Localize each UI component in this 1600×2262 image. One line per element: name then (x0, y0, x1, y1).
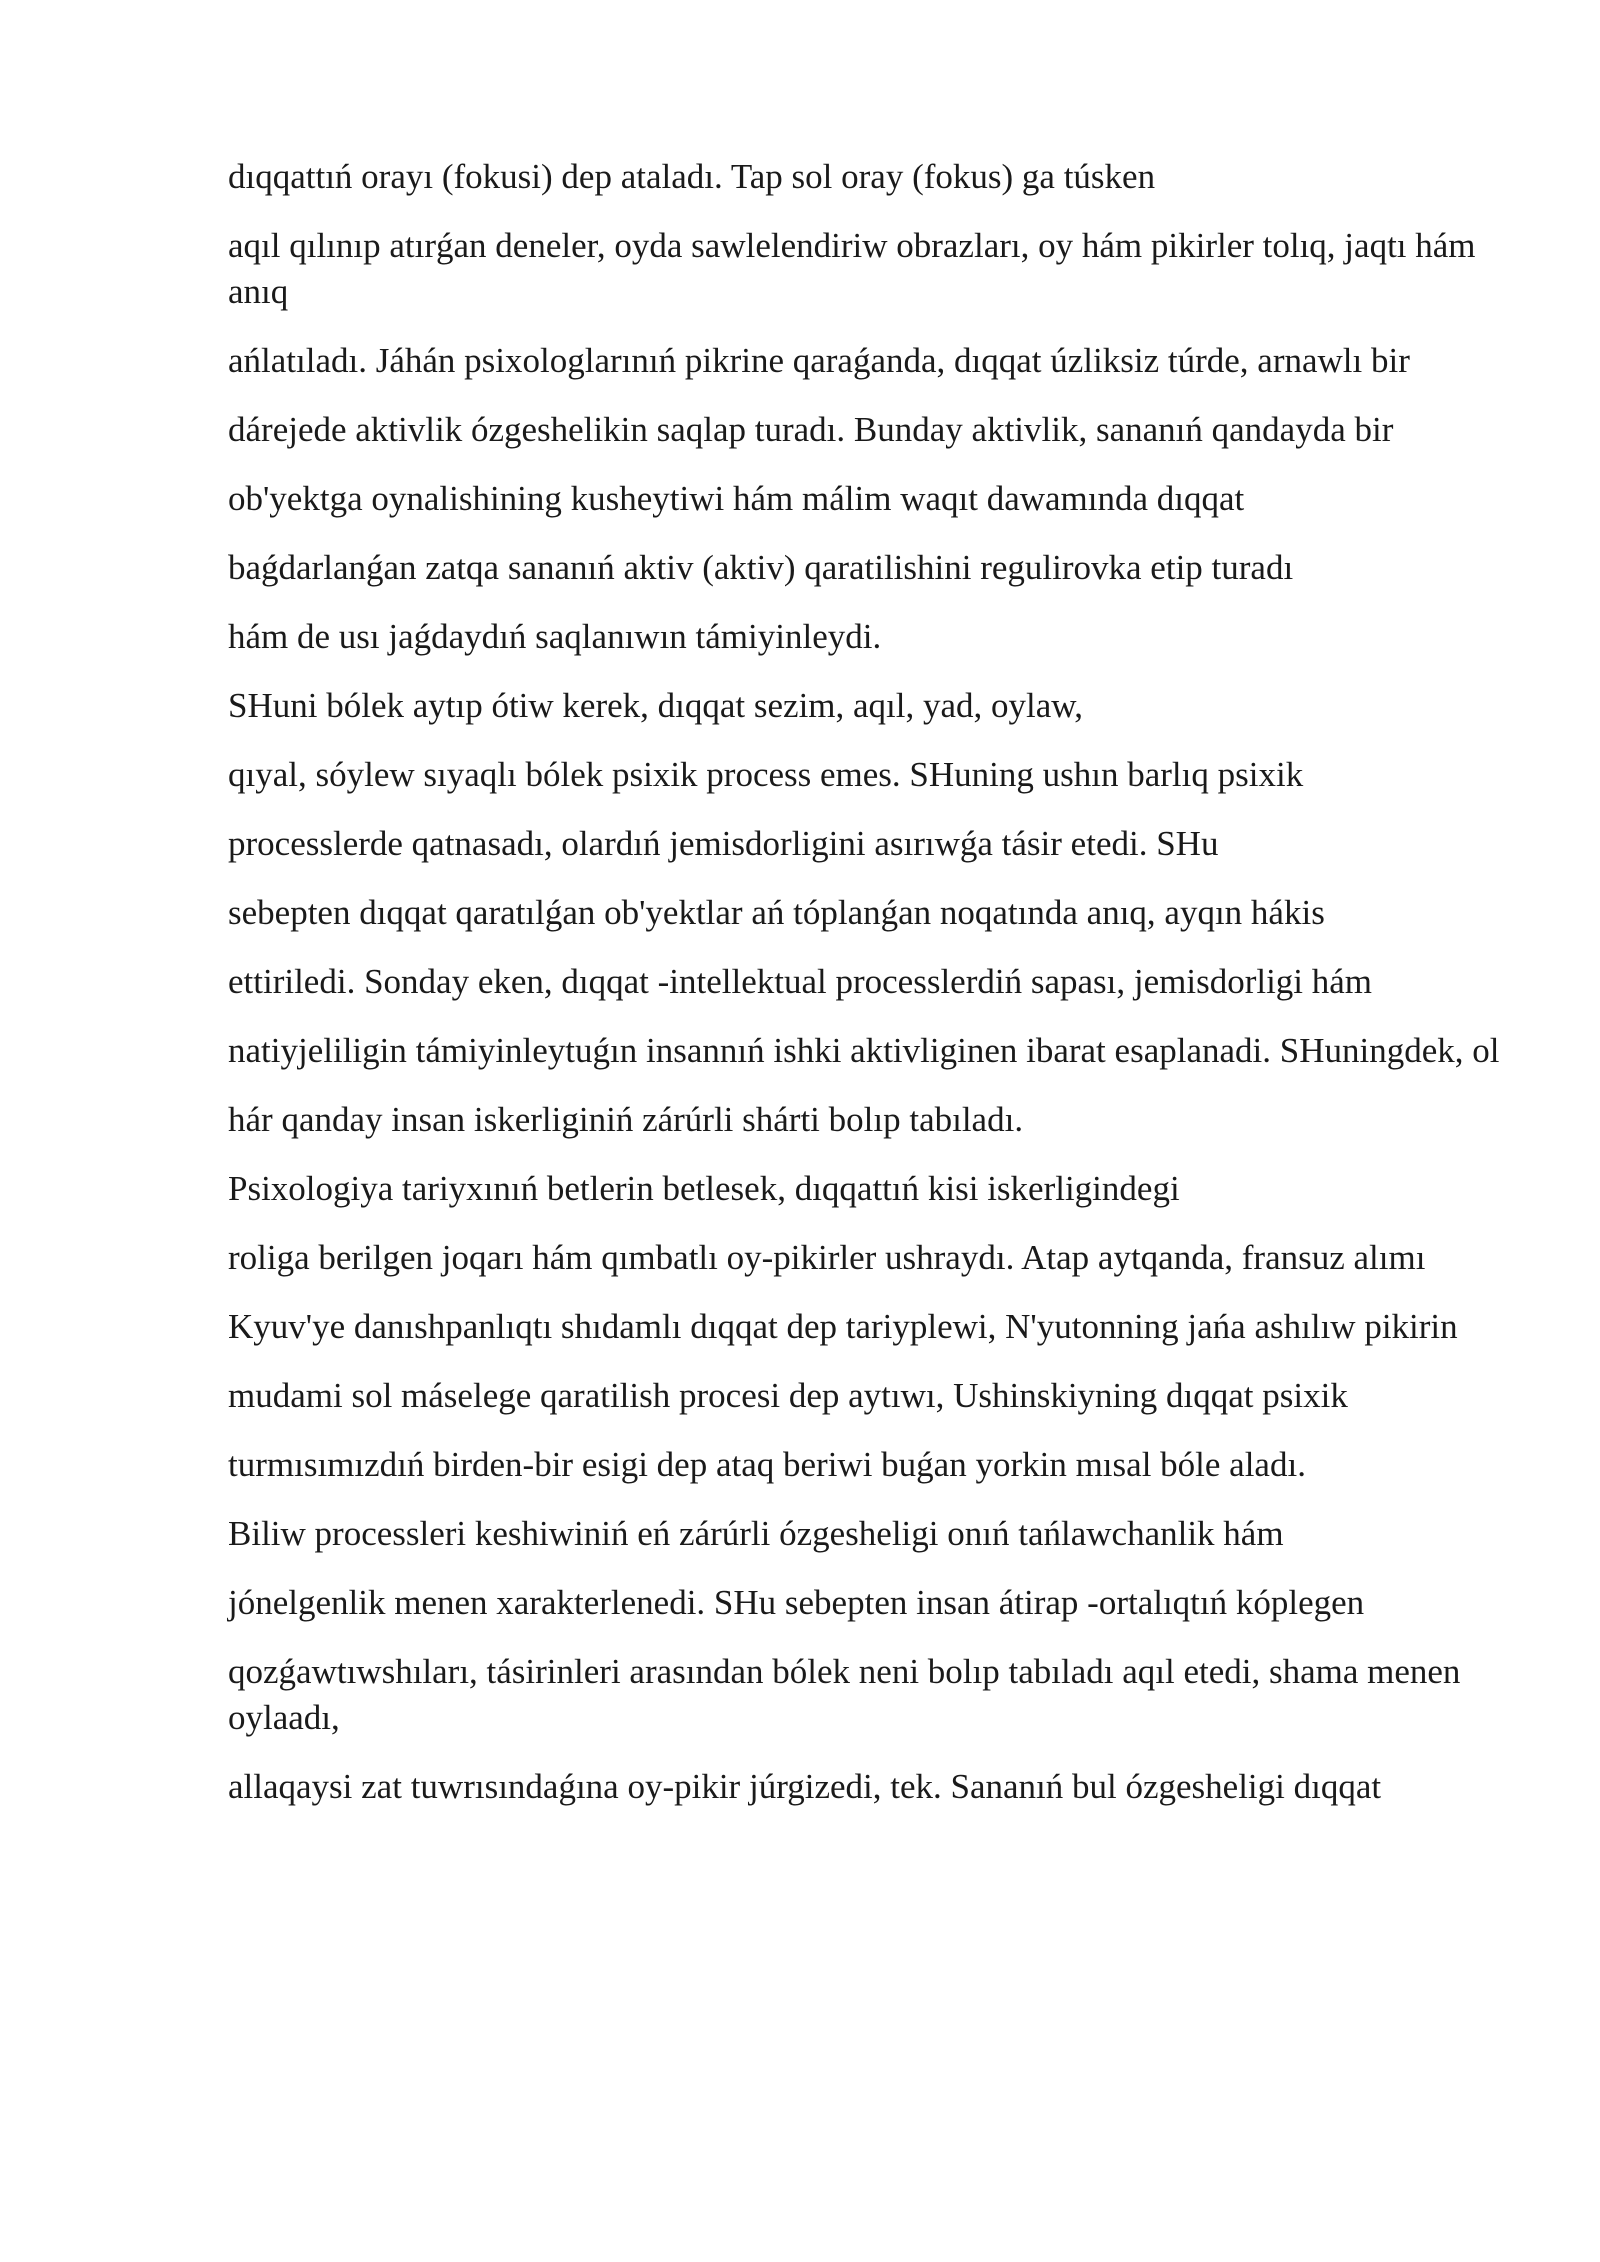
paragraph-6: baǵdarlanǵan zatqa sananıń aktiv (aktiv) qaratilishini regulirovka etip turadı (228, 548, 1294, 587)
paragraph-4: dárejede aktivlik ózgeshelikin saqlap turadı. Bunday aktivlik, sananıń qandayda bir (228, 410, 1394, 449)
paragraph-22: qozǵawtıwshıları, tásirinleri arasından bólek neni bolıp tabıladı aqıl etedi, shama menen oylaadı, (228, 1652, 1461, 1737)
paragraph-11: sebepten dıqqat qaratılǵan ob'yektlar ań tóplanǵan noqatında anıq, ayqın hákis (228, 893, 1325, 932)
paragraph-5: ob'yektga oynalishining kusheytiwi hám málim waqıt dawamında dıqqat (228, 479, 1245, 518)
paragraph-20: Biliw processleri keshiwiniń eń zárúrli ózgesheligi onıń tańlawchanlik hám (228, 1514, 1284, 1553)
paragraph-2: aqıl qılınıp atırǵan deneler, oyda sawlelendiriw obrazları, oy hám pikirler tolıq, jaqtı hám anıq (228, 226, 1476, 311)
body-text (228, 154, 1518, 1833)
paragraph-15: Psixologiya tariyxınıń betlerin betlesek, dıqqattıń kisi iskerligindegi (228, 1169, 1180, 1208)
paragraph-23: allaqaysi zat tuwrısındaǵına oy-pikir júrgizedi, tek. Sananıń bul ózgesheligi dıqqat (228, 1767, 1382, 1806)
paragraph-16: roliga berilgen joqarı hám qımbatlı oy-pikirler ushraydı. Atap aytqanda, fransuz alımı (228, 1238, 1426, 1277)
paragraph-8: SHuni bólek aytıp ótiw kerek, dıqqat sezim, aqıl, yad, oylaw, (228, 686, 1084, 725)
paragraph-7: hám de usı jaǵdaydıń saqlanıwın támiyinleydi. (228, 617, 882, 656)
paragraph-17: Kyuv'ye danıshpanlıqtı shıdamlı dıqqat dep tariyplewi, N'yutonning jańa ashılıw pikirin (228, 1307, 1458, 1346)
paragraph-19: turmısımızdıń birden-bir esigi dep ataq beriwi buǵan yorkin mısal bóle aladı. (228, 1445, 1306, 1484)
paragraph-1: dıqqattıń orayı (fokusi) dep ataladı. Tap sol oray (fokus) ga túsken (228, 157, 1156, 196)
paragraph-10: processlerde qatnasadı, olardıń jemisdorligini asırıwǵa tásir etedi. SHu (228, 824, 1219, 863)
paragraph-3: ańlatıladı. Jáhán psixologlarınıń pikrine qaraǵanda, dıqqat úzliksiz túrde, arnawlı bir (228, 341, 1410, 380)
paragraph-12: ettiriledi. Sonday eken, dıqqat -intellektual processlerdiń sapası, jemisdorligi hám (228, 962, 1373, 1001)
paragraph-13: natiyjeliligin támiyinleytuǵın insannıń ishki aktivliginen ibarat esaplanadi. SHuningdek, ol (228, 1031, 1500, 1070)
paragraph-18: mudami sol máselege qaratilish procesi dep aytıwı, Ushinskiyning dıqqat psixik (228, 1376, 1348, 1415)
paragraph-9: qıyal, sóylew sıyaqlı bólek psixik process emes. SHuning ushın barlıq psixik (228, 755, 1304, 794)
paragraph-21: jónelgenlik menen xarakterlenedi. SHu sebepten insan átirap -ortalıqtıń kóplegen (228, 1583, 1365, 1622)
paragraph-14: hár qanday insan iskerliginiń zárúrli shárti bolıp tabıladı. (228, 1100, 1024, 1139)
